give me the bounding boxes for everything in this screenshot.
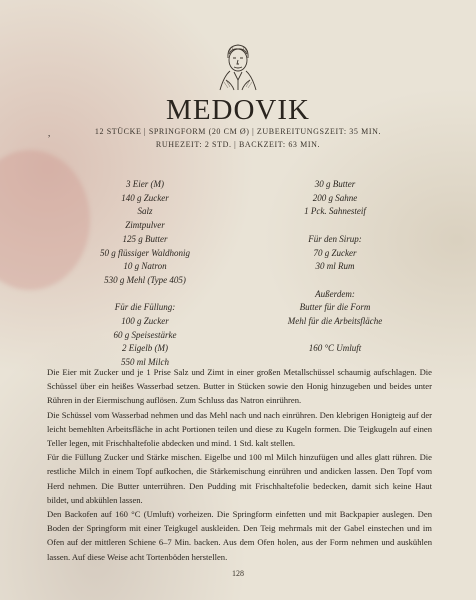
instruction-paragraph: Den Backofen auf 160 °C (Umluft) vorheizen. Die Springform einfetten und mit Backpapier auslegen. Den Boden der Springform mit einer Teigkugel auskleiden. Den Teig mehrmals mit der Gabel einstechen und im Ofen auf der mittleren Schiene 6–7 Min. backen. Aus dem Ofen holen, aus der Form nehmen und auskühlen lassen. Auf diese Weise acht Tortenböden herstellen.	[47, 509, 432, 562]
ingredient-line: 550 ml Milch	[121, 357, 169, 368]
page-number: 128	[232, 569, 244, 578]
ingredient-line: Mehl für die Arbeitsfläche	[287, 316, 383, 326]
ingredient-line: 200 g Sahne	[312, 192, 358, 203]
ingredients-left-column	[60, 178, 230, 370]
ingredient-line: Zimtpulver	[125, 220, 165, 231]
oven-temperature: 160 °C Umluft	[308, 343, 362, 354]
ingredient-line: 10 g Natron	[123, 261, 167, 272]
ingredient-line: 100 g Zucker	[121, 316, 169, 327]
ingredient-spacer	[250, 219, 420, 233]
instruction-paragraph: Die Schüssel vom Wasserbad nehmen und das Mehl nach und nach einrühren. Den klebrigen Honigteig auf der leicht bemehlten Arbeitsfläche in acht Portionen teilen und diese zu Kugeln formen. Die Teigkugeln auf einen Teller legen, mit Frischhaltefolie abdecken und mind. 1 Std. kalt stellen.	[47, 409, 432, 449]
ingredient-heading: Außerdem:	[315, 288, 355, 299]
ingredient-line: 140 g Zucker	[121, 192, 169, 203]
recipe-title: MEDOVIK	[166, 94, 310, 126]
ingredient-spacer	[250, 329, 420, 343]
ingredient-line: Butter für die Form	[299, 302, 371, 313]
recipe-meta-line-2: RUHEZEIT: 2 STD. | BACKZEIT: 63 MIN.	[155, 140, 321, 149]
instructions	[47, 365, 432, 564]
ingredient-line: 30 ml Rum	[315, 261, 355, 272]
instruction-paragraph: Die Eier mit Zucker und je 1 Prise Salz und Zimt in einer großen Metallschüssel schaumig aufschlagen. Die Schüssel über ein heißes Wasserbad setzen. Butter in Stücken sowie den Honig hinzugeben und beides unter Rühren in der Eiermischung auflösen. Zum Schluss das Natron einrühren.	[47, 367, 432, 406]
chef-portrait-icon	[214, 40, 262, 92]
ingredient-line: 125 g Butter	[122, 233, 168, 244]
ingredient-line: 30 g Butter	[314, 179, 356, 189]
ingredient-line: 1 Pck. Sahnesteif	[304, 206, 366, 217]
decorative-mark: ,	[48, 128, 51, 138]
ingredient-heading: Für den Sirup:	[308, 233, 362, 244]
ingredient-line: 70 g Zucker	[313, 247, 357, 258]
ingredient-line: 530 g Mehl (Type 405)	[104, 274, 186, 285]
ingredient-line: Salz	[137, 206, 153, 217]
ingredient-line: 2 Eigelb (M)	[122, 343, 168, 354]
ingredient-heading: Für die Füllung:	[114, 302, 176, 313]
instruction-paragraph: Für die Füllung Zucker und Stärke mischen. Eigelbe und 100 ml Milch hinzufügen und alles glatt rühren. Die restliche Milch in einem Topf aufkochen, die Stärkemischung einrühren und andicken lassen. Den Topf vom Herd nehmen. Die Butter unterrühren. Den Pudding mit Frischhaltefolie bedecken, damit sich keine Haut bildet, und abkühlen lassen.	[47, 452, 432, 505]
ingredients-right-column	[250, 178, 420, 356]
ingredient-line: 3 Eier (M)	[126, 179, 164, 189]
ingredient-spacer	[60, 288, 230, 302]
ingredient-spacer	[250, 274, 420, 288]
ingredient-line: 50 g flüssiger Waldhonig	[100, 247, 190, 258]
ingredient-line: 60 g Speisestärke	[113, 329, 177, 340]
recipe-meta-line-1: 12 STÜCKE | SPRINGFORM (20 CM Ø) | ZUBEREITUNGSZEIT: 35 MIN.	[94, 127, 382, 136]
